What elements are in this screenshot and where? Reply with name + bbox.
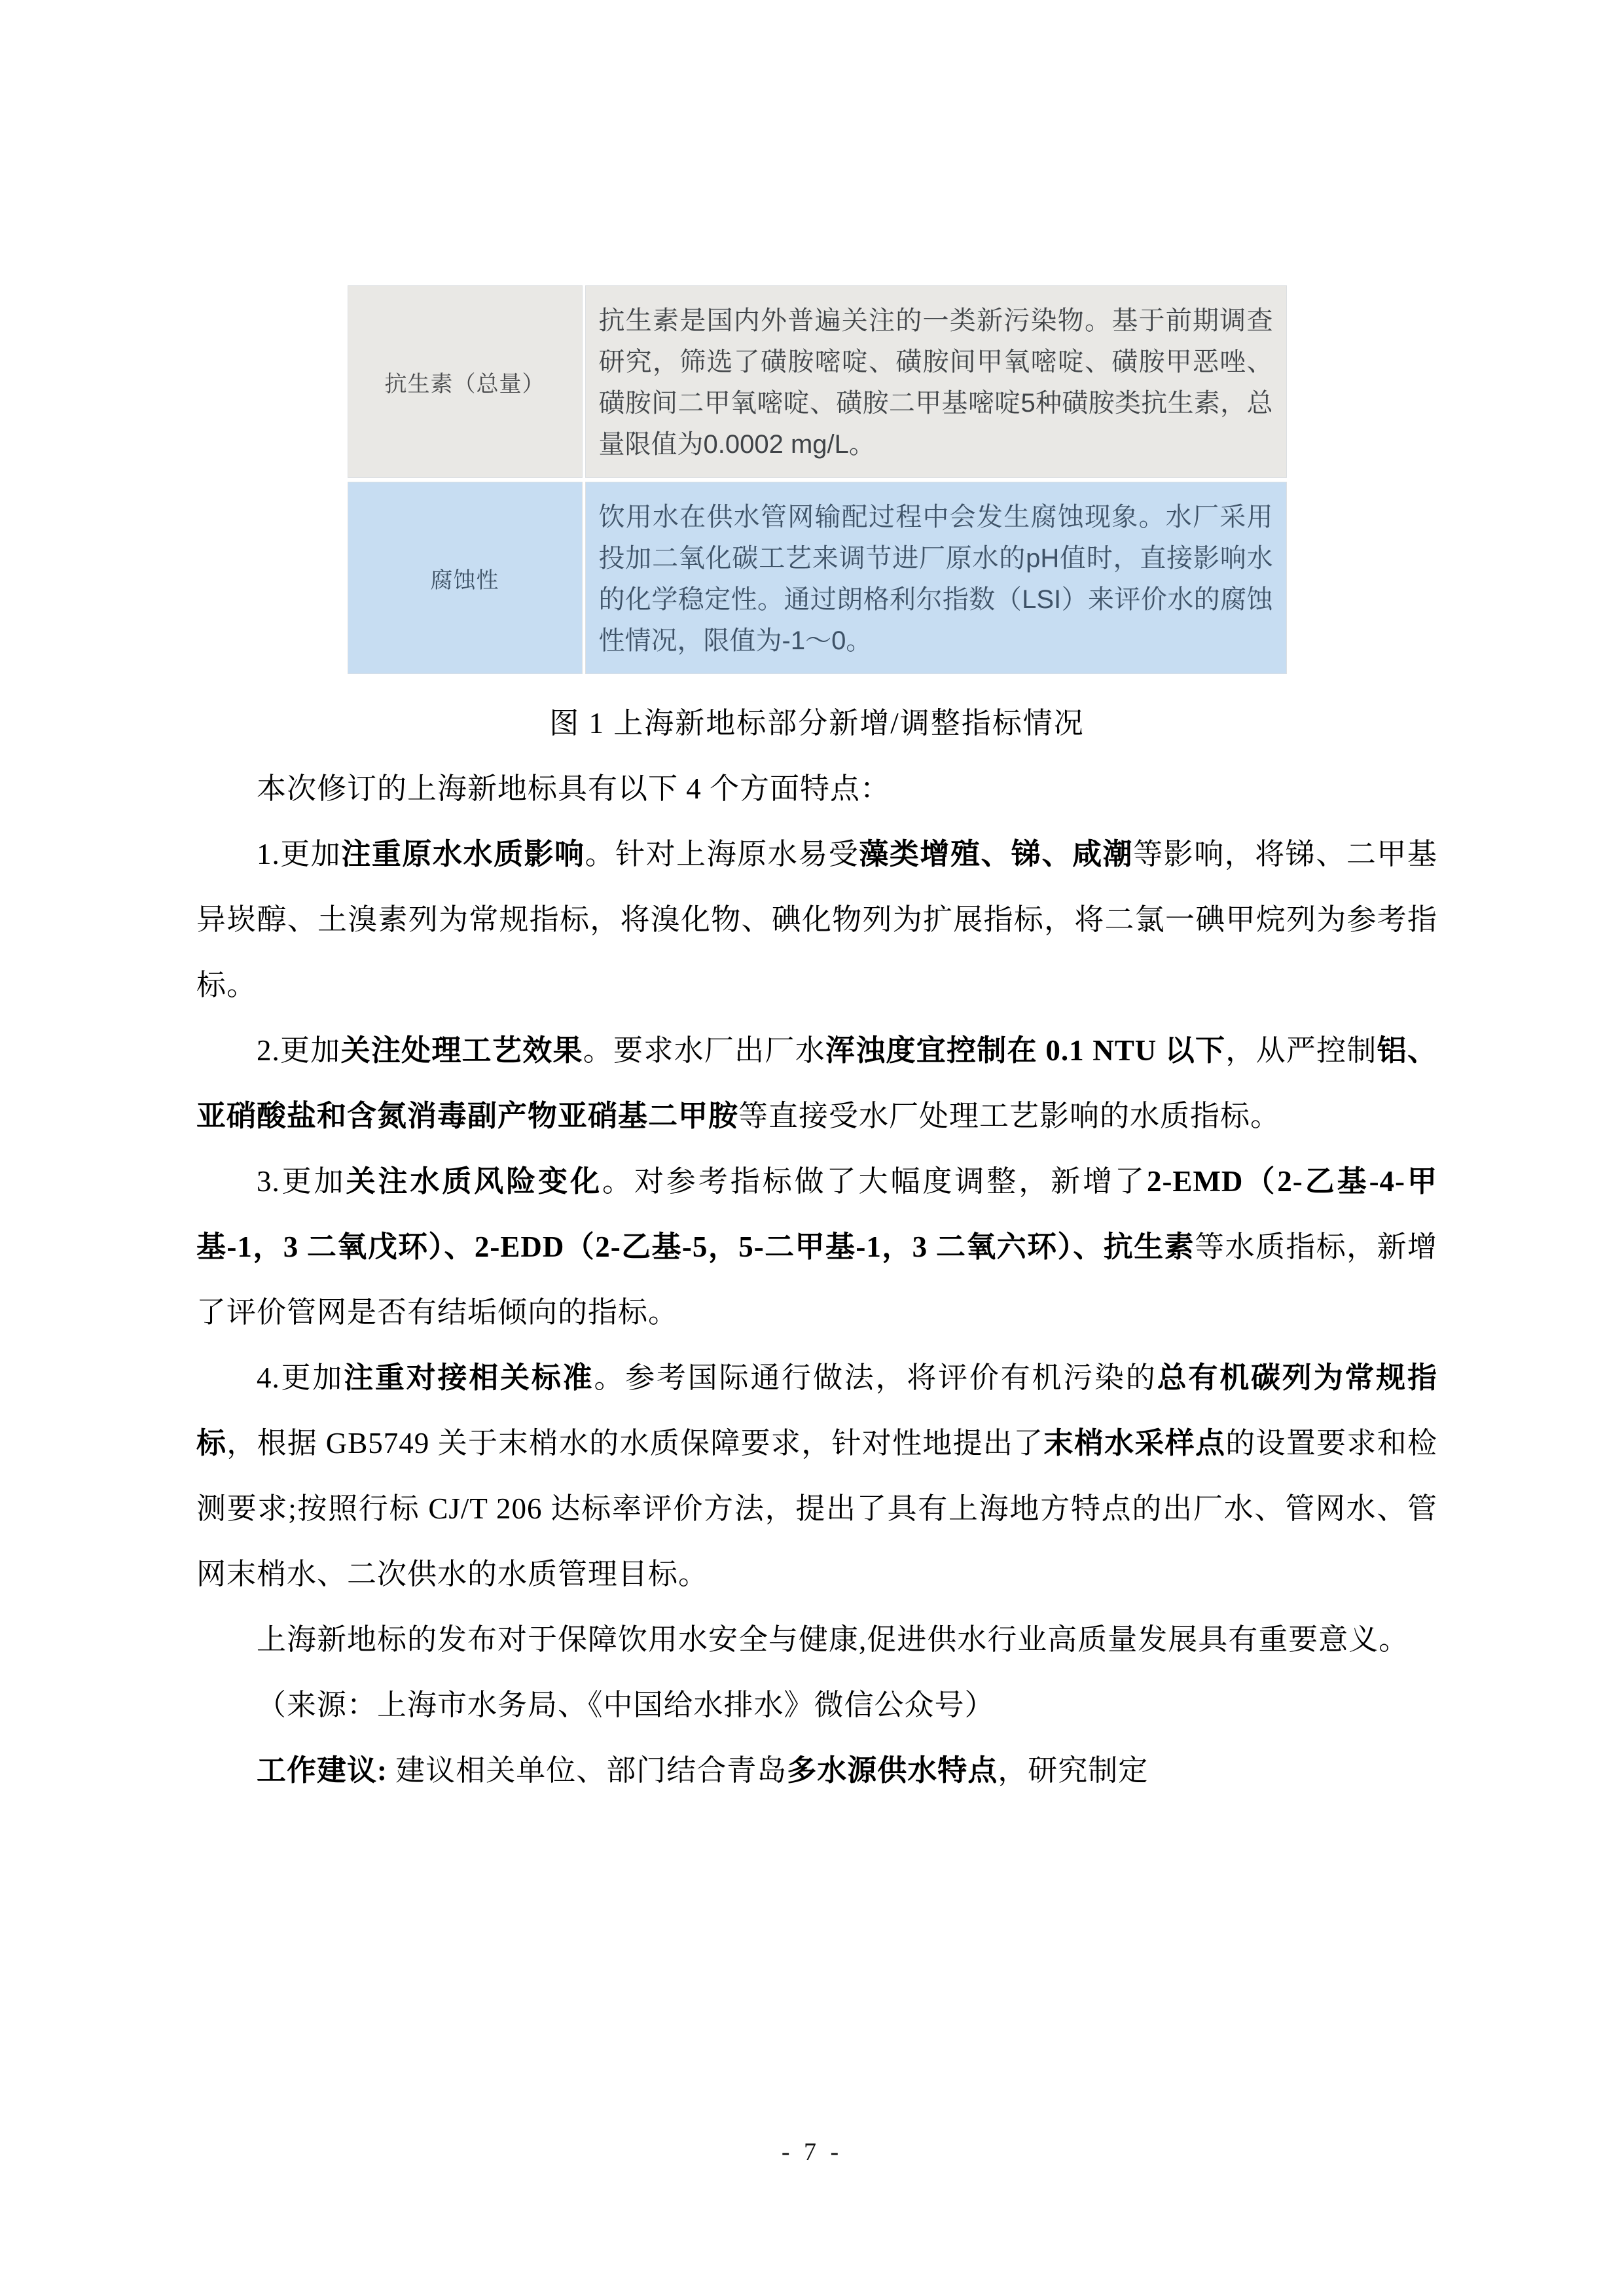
table-row-description-corrosivity: 饮用水在供水管网输配过程中会发生腐蚀现象。水厂采用投加二氧化碳工艺来调节进厂原水的pH值时，直接影响水的化学稳定性。通过朗格利尔指数（LSI）来评价水的腐蚀性情况，限值为-1～0。: [586, 482, 1286, 673]
table-row-description-antibiotics: 抗生素是国内外普遍关注的一类新污染物。基于前期调查研究，筛选了磺胺嘧啶、磺胺间甲氧嘧啶、磺胺甲恶唑、磺胺间二甲氧嘧啶、磺胺二甲基嘧啶5种磺胺类抗生素，总量限值为0.0002 mg/L。: [586, 286, 1286, 477]
paragraph-intro: 本次修订的上海新地标具有以下 4 个方面特点：: [257, 772, 891, 805]
table-row-label-corrosivity: 腐蚀性: [348, 482, 582, 673]
paragraph-suggestion: 工作建议: 建议相关单位、部门结合青岛多水源供水特点，研究制定: [257, 1754, 1149, 1787]
paragraph-point-3: 3.更加关注水质风险变化。对参考指标做了大幅度调整，新增了2-EMD（2-乙基-4-甲基-1，3 二氧戊环）、2-EDD（2-乙基-5，5-二甲基-1，3 二氧六环）、抗生素等水质指标，新增了评价管网是否有结垢倾向的指标。: [196, 1165, 1437, 1329]
paragraph-significance: 上海新地标的发布对于保障饮用水安全与健康,促进供水行业高质量发展具有重要意义。: [257, 1623, 1409, 1656]
paragraph-point-4: 4.更加注重对接相关标准。参考国际通行做法，将评价有机污染的总有机碳列为常规指标，根据 GB5749 关于末梢水的水质保障要求，针对性地提出了末梢水采样点的设置要求和检测要求;按照行标 CJ/T 206 达标率评价方法，提出了具有上海地方特点的出厂水、管网水、管网末梢水、二次供水的水质管理目标。: [196, 1361, 1437, 1590]
body-text: [196, 756, 1437, 1803]
table-row-label-antibiotics: 抗生素（总量）: [348, 286, 582, 477]
paragraph-point-2: 2.更加关注处理工艺效果。要求水厂出厂水浑浊度宜控制在 0.1 NTU 以下，从严控制铝、亚硝酸盐和含氮消毒副产物亚硝基二甲胺等直接受水厂处理工艺影响的水质指标。: [196, 1034, 1437, 1132]
paragraph-point-1: 1.更加注重原水水质影响。针对上海原水易受藻类增殖、锑、咸潮等影响，将锑、二甲基异崁醇、土溴素列为常规指标，将溴化物、碘化物列为扩展指标，将二氯一碘甲烷列为参考指标。: [196, 838, 1437, 1001]
paragraph-source: （来源：上海市水务局、《中国给水排水》微信公众号）: [257, 1689, 995, 1721]
page-content: [196, 0, 1437, 1803]
figure-caption: 图 1 上海新地标部分新增/调整指标情况: [549, 707, 1085, 740]
figure-table: [348, 286, 1286, 673]
page-number: - 7 -: [781, 2138, 843, 2166]
